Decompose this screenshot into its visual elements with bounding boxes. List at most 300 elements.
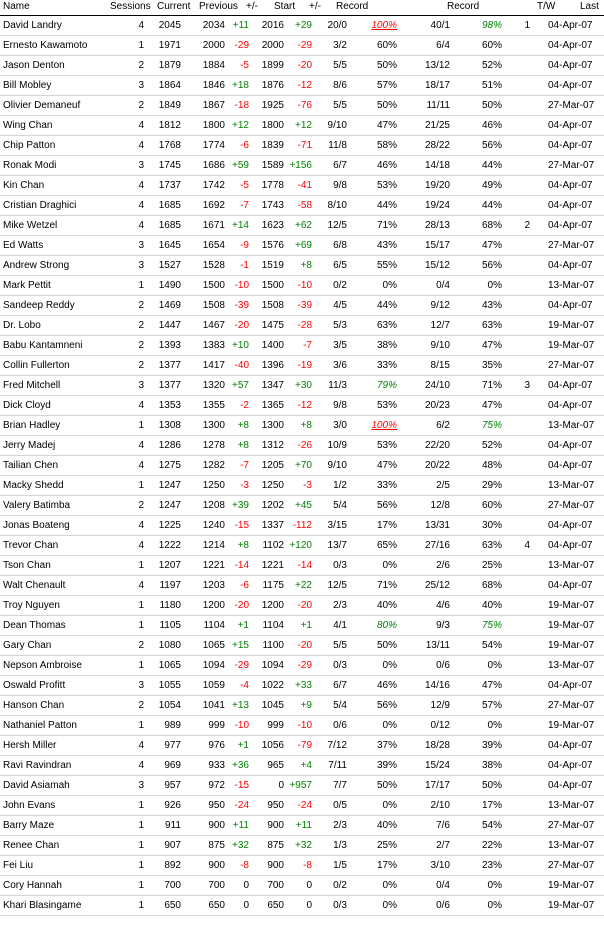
cell-pct-total: 0%	[487, 880, 502, 891]
cell-sessions: 1	[138, 840, 144, 851]
cell-diff-start: 0	[306, 900, 312, 911]
cell-diff-previous: -8	[240, 860, 249, 871]
cell-sessions: 1	[138, 820, 144, 831]
cell-record-session: 8/10	[327, 200, 347, 211]
header-previous[interactable]: Previous	[199, 1, 238, 12]
cell-last: 27-Mar-07	[548, 500, 595, 511]
cell-tw	[505, 656, 530, 675]
cell-diff-previous: -5	[240, 60, 249, 71]
cell-tw	[505, 596, 530, 615]
cell-last: 04-Apr-07	[548, 20, 593, 31]
cell-current: 1225	[158, 520, 181, 531]
cell-diff-start: +62	[295, 220, 312, 231]
cell-diff-start: -19	[297, 360, 312, 371]
cell-start: 2000	[261, 40, 284, 51]
cell-record-total: 0/12	[430, 720, 450, 731]
cell-record-total: 4/6	[436, 600, 450, 611]
cell-tw	[505, 296, 530, 315]
cell-diff-start: -112	[292, 520, 312, 531]
table-row	[0, 876, 604, 896]
header-name[interactable]: Name	[3, 1, 30, 12]
cell-last: 27-Mar-07	[548, 360, 595, 371]
cell-current: 1308	[158, 420, 181, 431]
cell-last: 19-Mar-07	[548, 720, 595, 731]
cell-current: 1377	[158, 380, 181, 391]
cell-pct-session: 44%	[376, 300, 397, 311]
cell-sessions: 3	[138, 240, 144, 251]
cell-pct-session: 100%	[371, 420, 397, 431]
cell-diff-previous: +39	[232, 500, 249, 511]
cell-tw	[505, 836, 530, 855]
cell-tw	[505, 496, 530, 515]
cell-previous: 972	[208, 780, 225, 791]
cell-pct-session: 50%	[376, 100, 397, 111]
cell-pct-session: 0%	[382, 660, 397, 671]
cell-sessions: 4	[138, 140, 144, 151]
cell-pct-total: 63%	[481, 320, 502, 331]
cell-diff-previous: +36	[232, 760, 249, 771]
cell-diff-start: -20	[297, 600, 312, 611]
cell-previous: 1065	[202, 640, 225, 651]
table-row	[0, 776, 604, 796]
table-row	[0, 36, 604, 56]
cell-player-name: Dean Thomas	[3, 620, 66, 631]
cell-last: 04-Apr-07	[548, 740, 593, 751]
table-row	[0, 656, 604, 676]
cell-record-session: 6/7	[333, 680, 347, 691]
cell-last: 13-Mar-07	[548, 800, 595, 811]
cell-pct-total: 23%	[481, 860, 502, 871]
cell-start: 1623	[261, 220, 284, 231]
cell-pct-session: 56%	[376, 500, 397, 511]
cell-pct-total: 54%	[481, 640, 502, 651]
cell-diff-start: +12	[295, 120, 312, 131]
cell-pct-session: 53%	[376, 180, 397, 191]
cell-pct-session: 53%	[376, 400, 397, 411]
cell-record-session: 0/2	[333, 880, 347, 891]
table-row	[0, 856, 604, 876]
cell-record-total: 28/13	[424, 220, 450, 231]
cell-start: 1250	[261, 480, 284, 491]
cell-diff-start: -12	[297, 80, 312, 91]
cell-record-total: 12/9	[430, 700, 450, 711]
cell-current: 911	[165, 820, 181, 831]
cell-player-name: David Landry	[3, 20, 62, 31]
cell-start: 875	[267, 840, 284, 851]
cell-pct-session: 0%	[382, 800, 397, 811]
cell-pct-session: 46%	[376, 160, 397, 171]
cell-pct-total: 46%	[481, 120, 502, 131]
header-record-session[interactable]: Record	[336, 1, 369, 12]
header-diff-previous[interactable]: +/-	[246, 1, 258, 12]
cell-player-name: Dick Cloyd	[3, 400, 51, 411]
cell-record-session: 11/3	[328, 380, 347, 391]
table-row	[0, 416, 604, 436]
cell-player-name: Khari Blasingame	[3, 900, 82, 911]
cell-diff-previous: -9	[240, 240, 249, 251]
cell-record-session: 8/6	[333, 80, 347, 91]
cell-pct-session: 0%	[382, 880, 397, 891]
cell-diff-start: +11	[295, 820, 312, 831]
cell-player-name: Mark Pettit	[3, 280, 51, 291]
table-row	[0, 816, 604, 836]
table-row	[0, 276, 604, 296]
cell-sessions: 3	[138, 780, 144, 791]
cell-tw	[505, 876, 530, 895]
cell-player-name: Nepson Ambroise	[3, 660, 82, 671]
table-row	[0, 896, 604, 916]
table-row	[0, 16, 604, 36]
cell-pct-total: 57%	[481, 700, 502, 711]
cell-record-session: 12/5	[327, 220, 347, 231]
cell-sessions: 1	[138, 860, 144, 871]
cell-previous: 700	[208, 880, 225, 891]
cell-record-total: 2/6	[436, 560, 450, 571]
cell-diff-previous: +1	[237, 620, 249, 631]
cell-diff-start: -71	[297, 140, 312, 151]
cell-pct-session: 100%	[371, 20, 397, 31]
cell-record-session: 9/10	[327, 120, 347, 131]
cell-diff-previous: -39	[234, 300, 249, 311]
cell-diff-previous: -5	[240, 180, 249, 191]
cell-last: 27-Mar-07	[548, 700, 595, 711]
cell-diff-previous: +11	[232, 820, 249, 831]
cell-previous: 1104	[203, 620, 225, 631]
cell-diff-previous: -4	[240, 680, 249, 691]
table-body	[0, 16, 604, 916]
cell-pct-session: 57%	[376, 80, 397, 91]
cell-last: 19-Mar-07	[548, 640, 595, 651]
cell-record-session: 5/5	[333, 60, 347, 71]
cell-start: 0	[278, 780, 284, 791]
cell-last: 04-Apr-07	[548, 40, 593, 51]
cell-current: 1055	[158, 680, 181, 691]
cell-sessions: 4	[138, 20, 144, 31]
cell-record-session: 3/0	[333, 420, 347, 431]
cell-record-total: 13/11	[425, 640, 450, 651]
cell-diff-previous: +59	[232, 160, 249, 171]
table-row	[0, 176, 604, 196]
cell-current: 1812	[158, 120, 181, 131]
cell-pct-session: 63%	[376, 320, 397, 331]
cell-last: 04-Apr-07	[548, 520, 593, 531]
cell-last: 27-Mar-07	[548, 240, 595, 251]
cell-sessions: 1	[138, 880, 144, 891]
cell-diff-previous: -18	[234, 100, 249, 111]
cell-previous: 933	[208, 760, 225, 771]
header-sessions[interactable]: Sessions	[110, 1, 151, 12]
cell-record-total: 27/16	[424, 540, 450, 551]
cell-player-name: Mike Wetzel	[3, 220, 58, 231]
cell-pct-session: 40%	[376, 820, 397, 831]
cell-start: 1221	[261, 560, 284, 571]
cell-pct-session: 65%	[376, 540, 397, 551]
cell-previous: 1800	[202, 120, 225, 131]
cell-record-total: 18/28	[424, 740, 450, 751]
cell-pct-session: 0%	[382, 900, 397, 911]
cell-diff-previous: +13	[232, 700, 249, 711]
cell-pct-session: 40%	[376, 600, 397, 611]
cell-previous: 1200	[202, 600, 225, 611]
cell-current: 1971	[158, 40, 181, 51]
cell-record-total: 20/22	[424, 460, 450, 471]
cell-pct-session: 47%	[376, 460, 397, 471]
header-start[interactable]: Start	[274, 1, 296, 12]
cell-last: 04-Apr-07	[548, 780, 593, 791]
cell-pct-total: 98%	[481, 20, 502, 31]
cell-current: 1377	[158, 360, 181, 371]
cell-last: 04-Apr-07	[548, 220, 593, 231]
cell-player-name: Nathaniel Patton	[3, 720, 77, 731]
cell-record-total: 6/4	[436, 40, 450, 51]
cell-diff-previous: +11	[232, 20, 249, 31]
cell-last: 13-Mar-07	[548, 280, 595, 291]
header-record-total[interactable]: Record	[447, 1, 480, 12]
cell-sessions: 4	[138, 400, 144, 411]
header-tw[interactable]: T/W	[537, 1, 556, 12]
cell-tw	[505, 36, 530, 55]
cell-current: 977	[164, 740, 181, 751]
cell-diff-previous: -6	[240, 140, 249, 151]
cell-previous: 650	[208, 900, 225, 911]
cell-sessions: 1	[138, 660, 144, 671]
cell-pct-session: 43%	[376, 240, 397, 251]
cell-pct-session: 33%	[376, 480, 397, 491]
cell-record-session: 7/7	[333, 780, 347, 791]
cell-diff-previous: +32	[232, 840, 249, 851]
cell-record-total: 9/3	[436, 620, 450, 631]
cell-record-session: 5/3	[333, 320, 347, 331]
cell-start: 1396	[261, 360, 284, 371]
table-row	[0, 436, 604, 456]
cell-current: 1879	[158, 60, 181, 71]
cell-start: 1205	[261, 460, 284, 471]
cell-diff-start: -8	[303, 860, 312, 871]
cell-current: 989	[164, 720, 181, 731]
cell-previous: 1528	[202, 260, 225, 271]
cell-current: 1527	[158, 260, 181, 271]
cell-previous: 1671	[202, 220, 225, 231]
cell-record-session: 6/5	[333, 260, 347, 271]
cell-sessions: 4	[138, 580, 144, 591]
cell-tw	[505, 96, 530, 115]
header-current[interactable]: Current	[157, 1, 191, 12]
cell-diff-start: +32	[295, 840, 312, 851]
cell-current: 1685	[158, 200, 181, 211]
header-diff-start[interactable]: +/-	[309, 1, 321, 12]
cell-last: 04-Apr-07	[548, 380, 593, 391]
cell-pct-session: 71%	[376, 580, 397, 591]
cell-player-name: David Asiamah	[3, 780, 70, 791]
cell-diff-previous: -29	[234, 660, 249, 671]
cell-player-name: Chip Patton	[3, 140, 56, 151]
cell-record-total: 0/6	[436, 660, 450, 671]
cell-previous: 1240	[202, 520, 225, 531]
cell-record-session: 0/3	[333, 560, 347, 571]
cell-diff-previous: -2	[240, 400, 249, 411]
table-row	[0, 376, 604, 396]
cell-diff-previous: 0	[243, 900, 249, 911]
cell-last: 04-Apr-07	[548, 80, 593, 91]
cell-record-session: 0/6	[333, 720, 347, 731]
table-row	[0, 756, 604, 776]
cell-diff-previous: -7	[240, 200, 249, 211]
cell-pct-total: 68%	[481, 220, 502, 231]
cell-record-session: 3/15	[327, 520, 347, 531]
cell-diff-start: +957	[289, 780, 312, 791]
cell-player-name: Dr. Lobo	[3, 320, 41, 331]
cell-diff-previous: -24	[234, 800, 249, 811]
cell-pct-total: 63%	[481, 540, 502, 551]
cell-last: 04-Apr-07	[548, 200, 593, 211]
cell-tw	[505, 316, 530, 335]
cell-record-session: 0/3	[333, 900, 347, 911]
cell-last: 04-Apr-07	[548, 60, 593, 71]
cell-diff-previous: -29	[234, 40, 249, 51]
cell-player-name: Renee Chan	[3, 840, 60, 851]
cell-pct-session: 60%	[376, 40, 397, 51]
header-last[interactable]: Last	[580, 1, 599, 12]
cell-diff-start: -24	[297, 800, 312, 811]
cell-current: 1685	[158, 220, 181, 231]
cell-diff-start: +9	[300, 700, 312, 711]
cell-last: 19-Mar-07	[548, 600, 595, 611]
cell-player-name: Jerry Madej	[3, 440, 56, 451]
cell-record-total: 17/17	[424, 780, 450, 791]
cell-player-name: Sandeep Reddy	[3, 300, 75, 311]
cell-diff-previous: -10	[234, 280, 249, 291]
cell-record-session: 1/3	[333, 840, 347, 851]
cell-diff-start: +45	[295, 500, 312, 511]
cell-diff-start: +70	[295, 460, 312, 471]
cell-player-name: Babu Kantamneni	[3, 340, 83, 351]
cell-record-session: 0/5	[333, 800, 347, 811]
cell-record-session: 3/5	[333, 340, 347, 351]
cell-start: 1839	[261, 140, 284, 151]
table-row	[0, 156, 604, 176]
table-row	[0, 836, 604, 856]
cell-current: 1393	[158, 340, 181, 351]
cell-tw	[505, 576, 530, 595]
cell-sessions: 1	[138, 560, 144, 571]
cell-record-session: 20/0	[327, 20, 347, 31]
cell-pct-total: 38%	[481, 760, 502, 771]
cell-record-total: 12/7	[430, 320, 450, 331]
cell-last: 04-Apr-07	[548, 460, 593, 471]
cell-sessions: 2	[138, 60, 144, 71]
cell-diff-previous: -20	[234, 600, 249, 611]
cell-tw	[505, 196, 530, 215]
cell-record-total: 0/6	[436, 900, 450, 911]
cell-record-total: 0/4	[436, 880, 450, 891]
cell-sessions: 3	[138, 380, 144, 391]
cell-diff-start: 0	[306, 880, 312, 891]
cell-previous: 1654	[202, 240, 225, 251]
cell-record-session: 12/5	[327, 580, 347, 591]
cell-sessions: 1	[138, 900, 144, 911]
cell-previous: 1208	[202, 500, 225, 511]
cell-diff-previous: -10	[234, 720, 249, 731]
cell-player-name: Hanson Chan	[3, 700, 65, 711]
cell-current: 1469	[158, 300, 181, 311]
cell-previous: 1214	[202, 540, 225, 551]
cell-pct-total: 25%	[481, 560, 502, 571]
table-row	[0, 556, 604, 576]
cell-diff-previous: +10	[232, 340, 249, 351]
cell-player-name: Cristian Draghici	[3, 200, 77, 211]
cell-player-name: Tson Chan	[3, 560, 51, 571]
cell-sessions: 3	[138, 260, 144, 271]
cell-previous: 900	[208, 820, 225, 831]
cell-pct-total: 51%	[481, 80, 502, 91]
cell-pct-session: 44%	[376, 200, 397, 211]
cell-sessions: 2	[138, 340, 144, 351]
cell-previous: 950	[208, 800, 225, 811]
cell-diff-start: -29	[297, 660, 312, 671]
table-row	[0, 496, 604, 516]
cell-previous: 875	[208, 840, 225, 851]
cell-tw	[505, 176, 530, 195]
cell-previous: 1355	[202, 400, 225, 411]
cell-player-name: Kin Chan	[3, 180, 45, 191]
cell-player-name: Trevor Chan	[3, 540, 59, 551]
cell-previous: 976	[208, 740, 225, 751]
cell-record-session: 5/5	[333, 100, 347, 111]
cell-player-name: Fei Liu	[3, 860, 34, 871]
cell-pct-session: 37%	[376, 740, 397, 751]
cell-player-name: Collin Fullerton	[3, 360, 70, 371]
cell-tw	[505, 276, 530, 295]
cell-diff-previous: +14	[232, 220, 249, 231]
cell-pct-session: 39%	[376, 760, 397, 771]
cell-tw	[505, 236, 530, 255]
table-row	[0, 136, 604, 156]
cell-pct-total: 0%	[487, 660, 502, 671]
table-row	[0, 536, 604, 556]
cell-record-total: 2/10	[430, 800, 450, 811]
cell-record-total: 14/16	[424, 680, 450, 691]
cell-current: 1247	[158, 500, 181, 511]
cell-previous: 1500	[202, 280, 225, 291]
cell-record-total: 9/10	[430, 340, 450, 351]
cell-start: 1576	[261, 240, 284, 251]
cell-pct-total: 56%	[481, 140, 502, 151]
cell-sessions: 2	[138, 640, 144, 651]
cell-previous: 1203	[202, 580, 225, 591]
cell-sessions: 4	[138, 200, 144, 211]
cell-record-total: 6/2	[436, 420, 450, 431]
cell-tw	[505, 136, 530, 155]
cell-diff-start: +22	[295, 580, 312, 591]
cell-current: 892	[164, 860, 181, 871]
cell-tw	[505, 796, 530, 815]
cell-last: 04-Apr-07	[548, 440, 593, 451]
cell-record-total: 13/31	[424, 520, 450, 531]
cell-last: 19-Mar-07	[548, 880, 595, 891]
cell-player-name: Andrew Strong	[3, 260, 70, 271]
table-row	[0, 616, 604, 636]
table-row	[0, 216, 604, 236]
cell-record-session: 10/9	[327, 440, 347, 451]
cell-current: 1864	[158, 80, 181, 91]
table-row	[0, 316, 604, 336]
cell-last: 19-Mar-07	[548, 620, 595, 631]
cell-record-total: 15/12	[424, 260, 450, 271]
cell-tw	[505, 356, 530, 375]
cell-player-name: Fred Mitchell	[3, 380, 61, 391]
cell-sessions: 1	[138, 620, 144, 631]
cell-diff-start: -7	[303, 340, 312, 351]
